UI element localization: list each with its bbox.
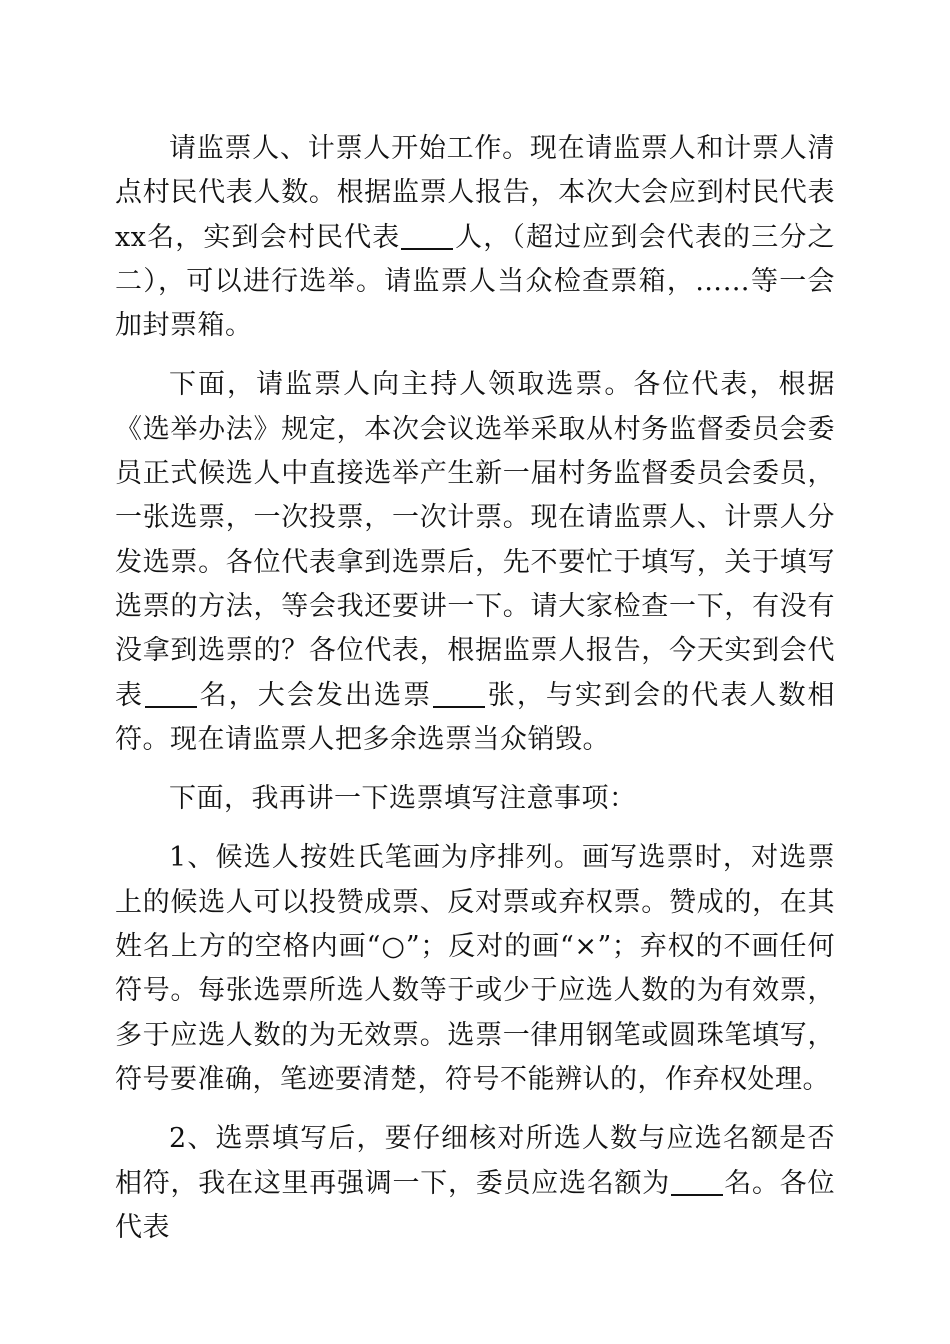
paragraph-text: 名。各位代表 — [115, 1167, 835, 1243]
paragraph-text: 1、候选人按姓氏笔画为序排列。画写选票时，对选票上的候选人可以投赞成票、反对票或弃权票。赞成的，在其姓名上方的空格内画“○”；反对的画“×”；弃权的不画任何符号。每张选票所选人数等于或少于应选人数的为有效票，多于应选人数的为无效票。选票一律用钢笔或圆珠笔填写，符号要准确，笔迹要清楚，符号不能辨认的，作弃权处理。 — [115, 842, 835, 1095]
paragraph-text: 请监票人、计票人开始工作。现在请监票人和计票人清点村民代表人数。根据监票人报告，本次大会应到村民代表xx名，实到会村民代表 — [115, 133, 835, 253]
paragraph-text: 张，与实到会的代表人数相符。现在请监票人把多余选票当众销毁。 — [115, 679, 836, 755]
document-body — [115, 127, 835, 1265]
paragraph-instructions-intro — [115, 777, 835, 821]
fill-in-blank — [433, 680, 485, 708]
fill-in-blank — [401, 222, 453, 250]
paragraph-text: 下面，请监票人向主持人领取选票。各位代表，根据《选举办法》规定，本次会议选举采取从村务监督委员会委员正式候选人中直接选举产生新一届村务监督委员会委员，一张选票，一次投票，一次计票。现在请监票人、计票人分发选票。各位代表拿到选票后，先不要忙于填写，关于填写选票的方法，等会我还要讲一下。请大家检查一下，有没有没拿到选票的？各位代表，根据监票人报告，今天实到会代表 — [115, 369, 835, 711]
fill-in-blank — [671, 1168, 723, 1196]
paragraph-ballot-distribution — [115, 363, 835, 762]
paragraph-text: 名，大会发出选票 — [198, 679, 433, 711]
paragraph-text: 下面，我再讲一下选票填写注意事项： — [169, 783, 637, 815]
paragraph-text: 2、选票填写后，要仔细核对所选人数与应选名额是否相符，我在这里再强调一下，委员应选名额为 — [115, 1123, 835, 1199]
paragraph-vote-count — [115, 127, 835, 348]
paragraph-text: 人，（超过应到会代表的三分之二），可以进行选举。请监票人当众检查票箱，……等一会加封票箱。 — [115, 221, 835, 342]
paragraph-rule-1 — [115, 836, 835, 1102]
paragraph-rule-2 — [115, 1117, 835, 1250]
fill-in-blank — [145, 680, 197, 708]
